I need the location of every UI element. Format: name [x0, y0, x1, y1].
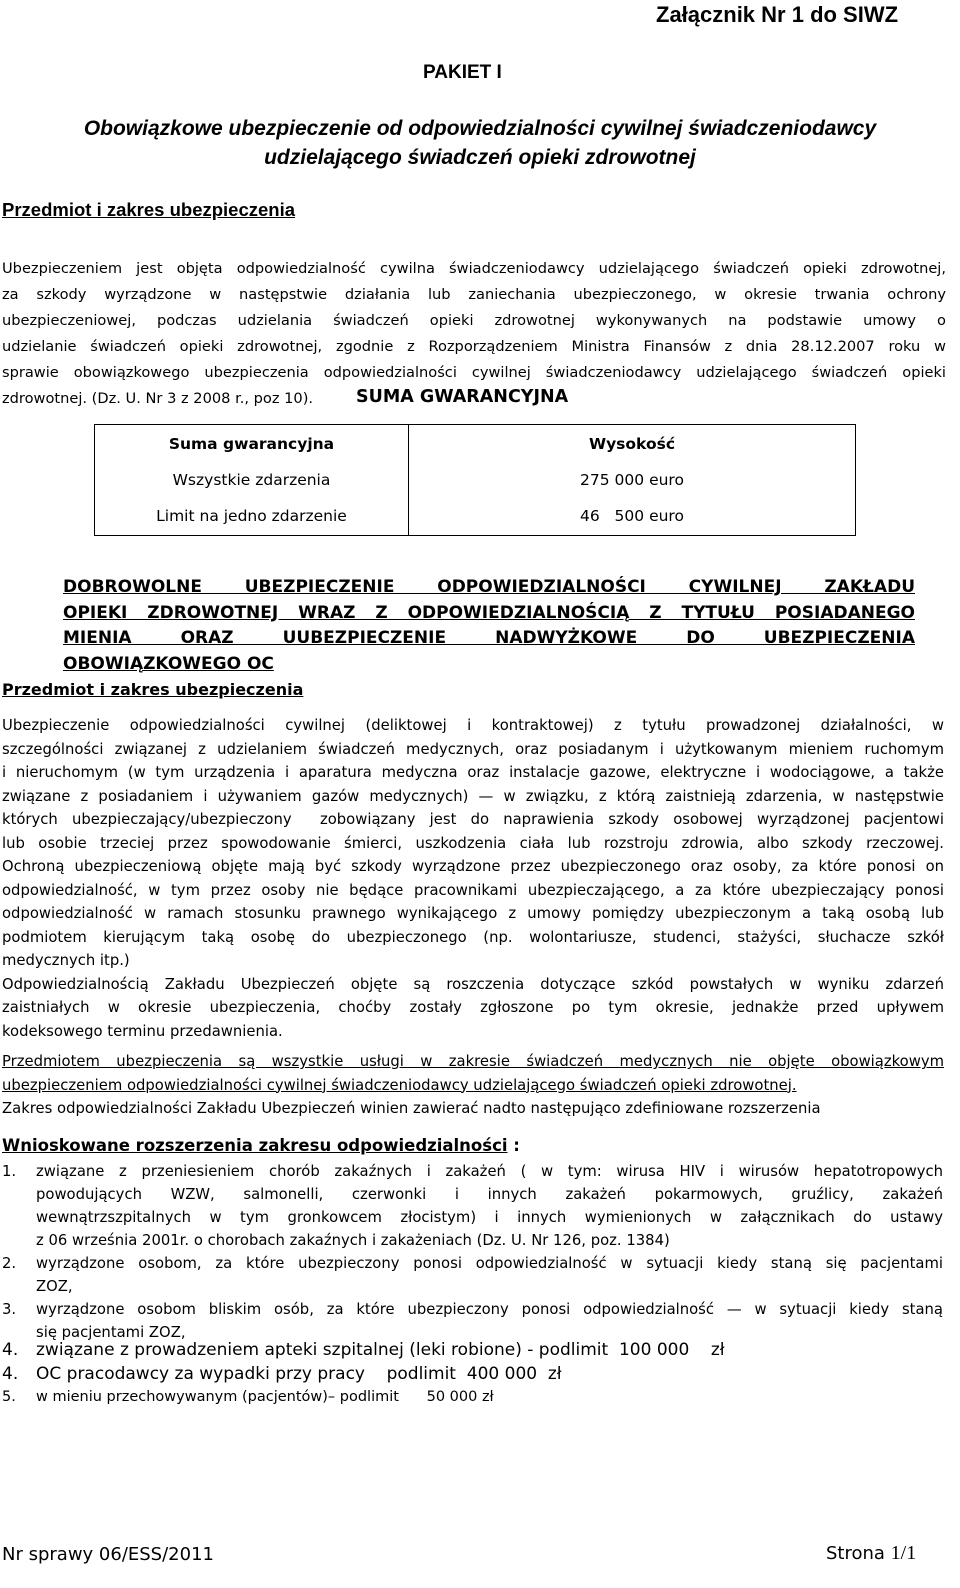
row-value: 275 000 euro — [580, 471, 684, 489]
paragraph-line: za szkody wyrządzone w następstwie działania lub zaniechania ubezpieczonego, w okresie trwania ochrony — [2, 286, 946, 303]
list-item-line: związane z przeniesieniem chorób zakaźnych i zakażeń ( w tym: wirusa HIV i wirusów hepatotropowych — [36, 1163, 943, 1180]
list-item — [0, 1160, 960, 1252]
document-title — [0, 114, 960, 172]
paragraph-line: Zakres odpowiedzialności Zakładu Ubezpieczeń winien zawierać nadto następująco zdefiniowane rozszerzenia — [2, 1100, 821, 1117]
paragraph-line: Odpowiedzialnością Zakładu Ubezpieczeń objęte są roszczenia dotyczące szkód powstałych w wyniku zdarzeń — [2, 975, 944, 993]
extensions-heading-suffix: : — [507, 1136, 520, 1155]
list-item-line: powodujących WZW, salmonelli, czerwonki i innych zakażeń pokarmowych, gruźlicy, zakażeń — [36, 1186, 943, 1203]
case-number: Nr sprawy 06/ESS/2011 — [2, 1544, 214, 1565]
paragraph-line: odpowiedzialność, w tym przez osoby nie będące pracownikami ubezpieczającego, a za które ubezpieczający ponosi — [2, 881, 944, 899]
extensions-list — [0, 1160, 960, 1344]
row-label: Limit na jedno zdarzenie — [156, 507, 347, 525]
list-item-line: się pacjentami ZOZ, — [36, 1324, 186, 1341]
paragraph-line: Ubezpieczeniem jest objęta odpowiedzialność cywilna świadczeniodawcy udzielającego świadczeń opieki zdrowotnej, — [2, 260, 946, 277]
table-cell — [409, 425, 856, 536]
paragraph-line: Przedmiotem ubezpieczenia są wszystkie usługi w zakresie świadczeń medycznych nie objęte obowiązkowym — [2, 1053, 944, 1070]
paragraph-line: szczególności związanej z udzielaniem świadczeń medycznych, oraz posiadanym i użytkowanym mieniem ruchomym — [2, 740, 944, 758]
section2-paragraph — [2, 714, 944, 1043]
table-cell — [95, 425, 409, 536]
suma-heading: SUMA GWARANCYJNA — [356, 387, 569, 407]
heading-line: OBOWIĄZKOWEGO OC — [63, 653, 274, 674]
section2-subheading: Przedmiot i zakres ubezpieczenia — [2, 680, 304, 699]
paragraph-line: odpowiedzialność w ramach stosunku prawnego wynikającego z umowy pomiędzy ubezpieczonym a taką osobą lub — [2, 905, 944, 922]
list-item-number: 5. — [2, 1389, 16, 1405]
paragraph-line: sprawie obowiązkowego ubezpieczenia odpowiedzialności cywilnej świadczeniodawcy udzielającego świadczeń opieki — [2, 364, 946, 381]
paragraph-line: ubezpieczeniem odpowiedzialności cywilnej świadczeniodawcy udzielającego świadczeń opieki zdrowotnej. — [2, 1076, 797, 1094]
list-item-line: wewnątrzszpitalnych w tym gronkowcem złocistym) i innych wymienionych w załącznikach do ustawy — [36, 1209, 943, 1226]
row-label: Wszystkie zdarzenia — [172, 471, 331, 489]
page-label: Strona — [826, 1543, 891, 1564]
list-item-line: wyrządzone osobom bliskim osób, za które ubezpieczony ponosi odpowiedzialność — w sytuacji kiedy staną — [36, 1301, 943, 1318]
list-item-number: 4. — [2, 1340, 19, 1360]
paragraph-line: lub osobie trzeciej przez spowodowanie śmierci, uszkodzenia ciała lub rozstroju zdrowia, albo szkody rzeczowej. — [2, 834, 944, 852]
title-line: udzielającego świadczeń opieki zdrowotnej — [264, 146, 696, 169]
page-number: 1/1 — [890, 1542, 917, 1564]
paragraph-line: zdrowotnej. (Dz. U. Nr 3 z 2008 r., poz 10). — [2, 390, 314, 407]
paragraph-line: ubezpieczeniowej, podczas udzielania świadczeń opieki zdrowotnej wykonywanych na podstawie umowy o — [2, 312, 946, 329]
pakiet-label: PAKIET I — [423, 62, 502, 83]
paragraph-line: Ochroną ubezpieczeniową objęte mają być szkody wyrządzone przez ubezpieczonego oraz osoby, za które ponosi on — [2, 858, 944, 875]
heading-line: MIENIA ORAZ UUBEZPIECZENIE NADWYŻKOWE DO UBEZPIECZENIA — [63, 628, 915, 648]
list-item-number: 1. — [2, 1163, 17, 1180]
list-item-line: związane z prowadzeniem apteki szpitalnej (leki robione) - podlimit 100 000 zł — [36, 1340, 725, 1360]
paragraph-line: kodeksowego terminu przedawnienia. — [2, 1022, 283, 1040]
list-item-line: w mieniu przechowywanym (pacjentów)– podlimit 50 000 zł — [36, 1389, 494, 1405]
paragraph-line: których ubezpieczający/ubezpieczony zobowiązany jest do naprawienia szkody osobowej wyrządzonej pacjentowi — [2, 811, 944, 828]
list-item — [0, 1298, 960, 1344]
suma-gwarancyjna-table — [94, 424, 856, 536]
attachment-label: Załącznik Nr 1 do SIWZ — [656, 2, 899, 27]
list-item-number: 4. — [2, 1364, 19, 1384]
list-item-number: 2. — [2, 1255, 17, 1272]
heading-line: OPIEKI ZDROWOTNEJ WRAZ Z ODPOWIEDZIALNOŚCIĄ Z TYTUŁU POSIADANEGO — [63, 602, 915, 623]
section-heading: Przedmiot i zakres ubezpieczenia — [2, 199, 296, 220]
extensions-heading-text: Wnioskowane rozszerzenia zakresu odpowiedzialności — [2, 1136, 508, 1155]
paragraph-line: i nieruchomym (w tym urządzenia i aparatura medyczna oraz instalacje gazowe, elektryczne i wodociągowe, a także — [2, 764, 944, 781]
paragraph-line: Ubezpieczenie odpowiedzialności cywilnej (deliktowej i kontraktowej) z tytułu prowadzonej działalności, w — [2, 717, 944, 734]
title-line: Obowiązkowe ubezpieczenie od odpowiedzialności cywilnej świadczeniodawcy — [83, 117, 877, 140]
paragraph-line: związane z posiadaniem i używaniem gazów medycznych) — w związku, z którą zaistnieją zdarzenia, w następstwie — [2, 787, 944, 805]
list-item-number: 3. — [2, 1301, 17, 1318]
paragraph-line: zaistniałych w okresie ubezpieczenia, choćby zostały zgłoszone po tym okresie, jednakże przed upływem — [2, 999, 944, 1016]
list-item-line: z 06 września 2001r. o chorobach zakaźnych i zakażeniach (Dz. U. Nr 126, poz. 1384) — [36, 1232, 670, 1249]
heading-line: DOBROWOLNE UBEZPIECZENIE ODPOWIEDZIALNOŚCI CYWILNEJ ZAKŁADU — [63, 577, 915, 597]
column-header: Wysokość — [588, 435, 676, 453]
extensions-heading — [2, 1136, 520, 1155]
list-item — [0, 1252, 960, 1298]
row-value: 46 500 euro — [580, 507, 684, 525]
list-item-line: wyrządzone osobom, za które ubezpieczony ponosi odpowiedzialność w sytuacji kiedy staną się pacjentami — [36, 1255, 943, 1272]
section2-heading — [63, 575, 915, 677]
paragraph-line: medycznych itp.) — [2, 952, 130, 969]
paragraph-line: udzielanie świadczeń opieki zdrowotnej, zgodnie z Rozporządzeniem Ministra Finansów z dnia 28.12.2007 roku w — [2, 338, 946, 355]
list-item-line: ZOZ, — [36, 1278, 73, 1295]
paragraph-line: podmiotem kierującym taką osobę do ubezpieczonego (np. wolontariusze, studenci, stażyści, słuchacze szkół — [2, 928, 944, 946]
column-header: Suma gwarancyjna — [168, 435, 335, 453]
list-item-line: OC pracodawcy za wypadki przy pracy podlimit 400 000 zł — [36, 1364, 562, 1384]
page-indicator — [826, 1542, 916, 1565]
section2-paragraph-2 — [2, 1050, 944, 1121]
